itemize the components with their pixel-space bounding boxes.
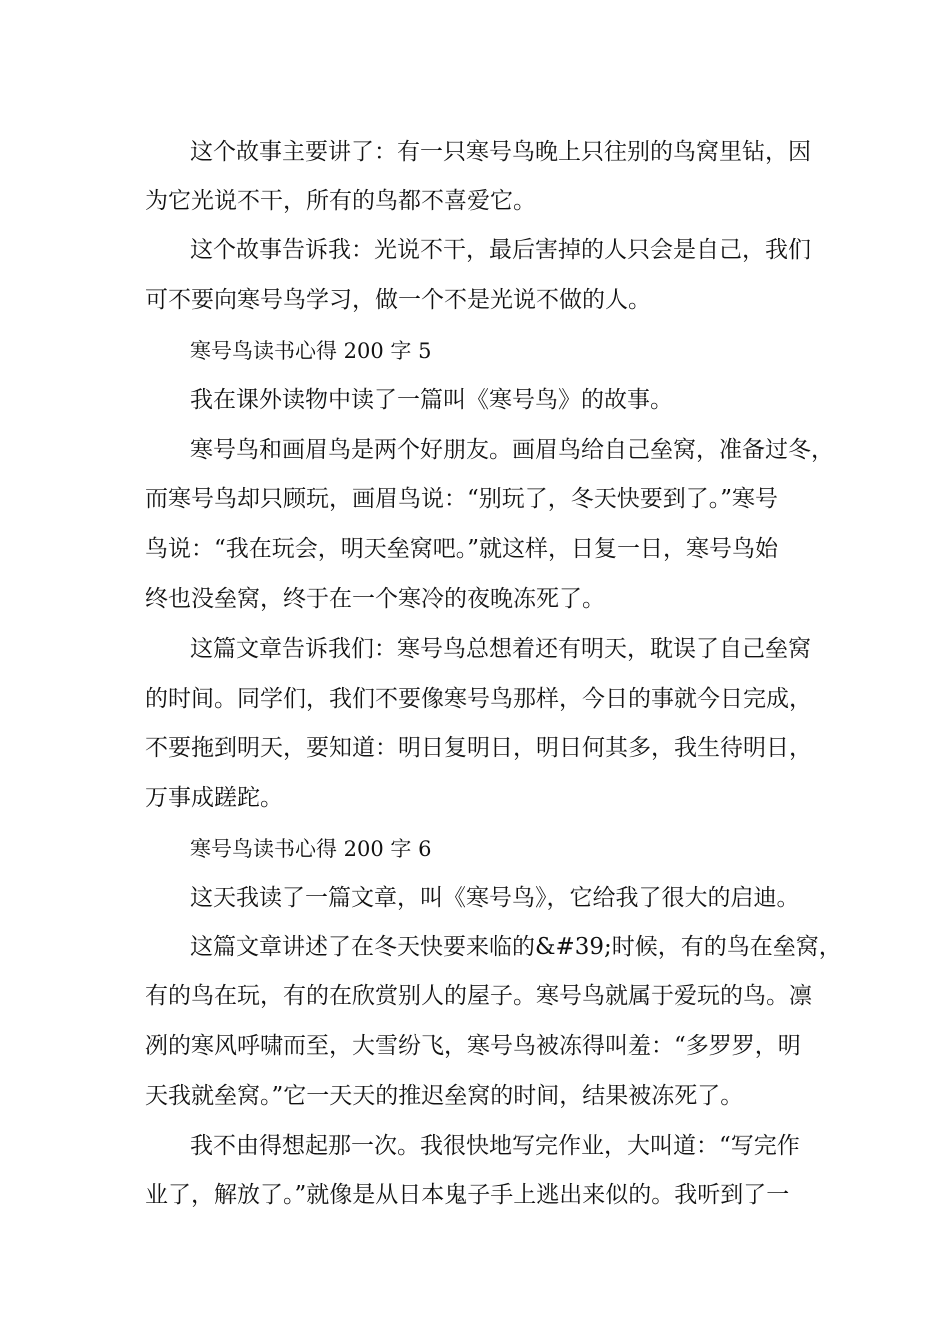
paragraph-line: 我不由得想起那一次。我很快地写完作业，大叫道：“写完作: [190, 1133, 800, 1159]
paragraph-line: 天我就垒窝。”它一天天的推迟垒窝的时间，结果被冻死了。: [145, 1083, 744, 1109]
paragraph-line: 可不要向寒号鸟学习，做一个不是光说不做的人。: [145, 287, 651, 313]
paragraph-line: 冽的寒风呼啸而至，大雪纷飞，寒号鸟被冻得叫羞：“多罗罗，明: [145, 1033, 801, 1059]
paragraph-line: 万事成蹉跎。: [145, 785, 283, 811]
section-heading: 寒号鸟读书心得 200 字 6: [190, 837, 432, 861]
paragraph-line: 我在课外读物中读了一篇叫《寒号鸟》的故事。: [190, 387, 673, 413]
paragraph-line: 业了，解放了。”就像是从日本鬼子手上逃出来似的。我听到了一: [145, 1182, 790, 1208]
paragraph-line: 寒号鸟和画眉鸟是两个好朋友。画眉鸟给自己垒窝，准备过冬，: [190, 437, 834, 463]
paragraph-line: 不要拖到明天，要知道：明日复明日，明日何其多，我生待明日，: [145, 735, 812, 761]
paragraph-line: 这个故事主要讲了：有一只寒号鸟晚上只往别的鸟窝里钻，因: [190, 139, 811, 165]
paragraph-line: 终也没垒窝，终于在一个寒冷的夜晚冻死了。: [145, 586, 605, 612]
paragraph-line: 这个故事告诉我：光说不干，最后害掉的人只会是自己，我们: [190, 237, 811, 263]
paragraph-line: 这篇文章告诉我们：寒号鸟总想着还有明天，耽误了自己垒窝: [190, 636, 811, 662]
paragraph-line: 为它光说不干，所有的鸟都不喜爱它。: [145, 188, 536, 214]
paragraph-line: 有的鸟在玩，有的在欣赏别人的屋子。寒号鸟就属于爱玩的鸟。凛: [145, 983, 812, 1009]
paragraph-line: 的时间。同学们，我们不要像寒号鸟那样，今日的事就今日完成，: [145, 686, 812, 712]
section-heading: 寒号鸟读书心得 200 字 5: [190, 339, 432, 363]
paragraph-line: 这篇文章讲述了在冬天快要来临的&#39;时候，有的鸟在垒窝，: [190, 934, 842, 960]
paragraph-line: 这天我读了一篇文章，叫《寒号鸟》，它给我了很大的启迪。: [190, 885, 800, 911]
paragraph-line: 而寒号鸟却只顾玩，画眉鸟说：“别玩了，冬天快要到了。”寒号: [145, 486, 779, 512]
paragraph-line: 鸟说：“我在玩会，明天垒窝吧。”就这样，日复一日，寒号鸟始: [145, 536, 779, 562]
